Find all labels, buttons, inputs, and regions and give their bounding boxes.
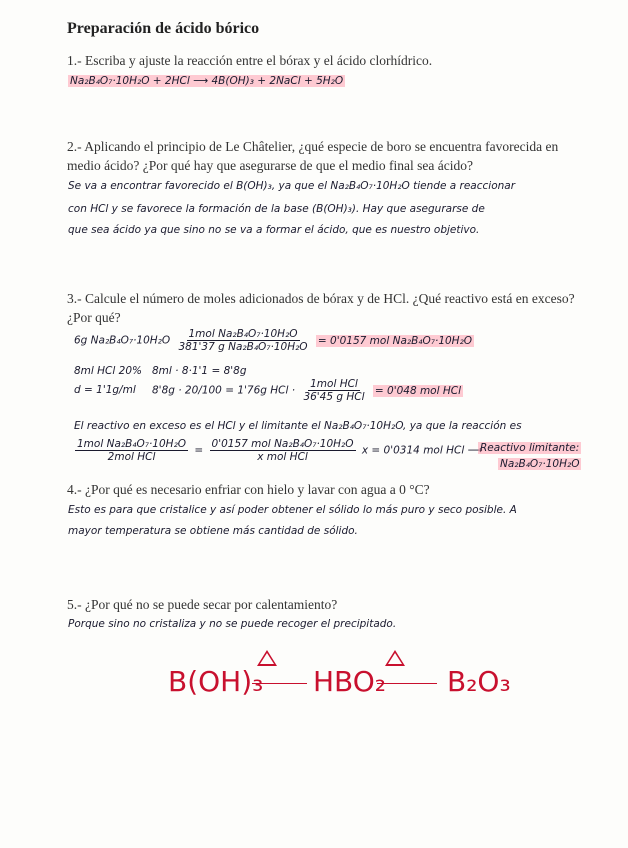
answer-2-line-3: que sea ácido ya que sino no se va a formar el ácido, que es nuestro objetivo. (68, 224, 480, 236)
ratio-calc: $\frac{\text{1mol Na₂B₄O₇·10H₂O}}{\text{2mol HCl}}$ = $\frac{\text{0'0157 mol Na₂B₄O₇·10H₂O}}{\text{x mol HCl}}$ x = 0'0314 mol HCl ⟶ (77, 438, 483, 463)
hcl-moles-result: = 0'048 mol HCl (374, 384, 462, 397)
reaction-arrow-2 (377, 683, 437, 684)
hcl-fraction-numerator: 1mol HCl (310, 378, 358, 390)
question-2-line-1: 2.- Aplicando el principio de Le Châtelier, ¿qué especie de boro se encuentra favorecida en (67, 139, 559, 154)
scheme-species-boron-oxide: B₂O₃ (447, 665, 511, 698)
limiting-species: Na₂B₄O₇·10H₂O (500, 458, 580, 470)
excess-reactant-statement: El reactivo en exceso es el HCl y el limitante el Na₂B₄O₇·10H₂O, ya que la reacción es (74, 420, 522, 432)
scheme-species-boric-acid: B(OH)₃ (168, 665, 264, 698)
borax-molar-fraction (176, 328, 309, 353)
question-3-line-1: 3.- Calcule el número de moles adicionados de bórax y de HCl. ¿Qué reactivo está en exceso? (67, 291, 575, 306)
question-1: 1.- Escriba y ajuste la reacción entre el bórax y el ácido clorhídrico. (67, 53, 433, 68)
borax-mass: 6g Na₂B₄O₇·10H₂O (74, 334, 171, 347)
answer-1-equation: Na₂B₄O₇·10H₂O + 2HCl ⟶ 4B(OH)₃ + 2NaCl + 5H₂O (70, 75, 344, 87)
ratio-right-fraction (210, 438, 356, 463)
answer-4-line-2: mayor temperatura se obtiene más cantidad de sólido. (68, 525, 358, 537)
answer-2-line-2: con HCl y se favorece la formación de la base (B(OH)₃). Hay que asegurarse de (68, 203, 485, 215)
answer-5: Porque sino no cristaliza y no se puede recoger el precipitado. (68, 618, 397, 630)
borax-fraction-numerator: 1mol Na₂B₄O₇·10H₂O (188, 328, 298, 340)
heat-delta-2 (385, 650, 405, 666)
hcl-calc-2: 8'8g · 20/100 = 1'76g HCl · (152, 384, 296, 397)
answer-2-line-1: Se va a encontrar favorecido el B(OH)₃, ya que el Na₂B₄O₇·10H₂O tiende a reaccionar (68, 180, 516, 192)
question-2-line-2: medio ácido? ¿Por qué hay que asegurarse de que el medio final sea ácido? (67, 158, 473, 173)
ratio-left-numerator: 1mol Na₂B₄O₇·10H₂O (77, 438, 187, 450)
scheme-species-metaboric-acid: HBO₂ (313, 665, 387, 698)
answer-1 (68, 75, 345, 87)
ratio-right-numerator: 0'0157 mol Na₂B₄O₇·10H₂O (211, 438, 354, 450)
hcl-calc-1: 8ml · 8·1'1 = 8'8g (152, 365, 247, 377)
limiting-species-wrap (498, 458, 581, 470)
hcl-data-1: 8ml HCl 20% (74, 365, 142, 377)
page-title: Preparación de ácido bórico (67, 20, 260, 37)
borax-fraction-denominator: 381'37 g Na₂B₄O₇·10H₂O (178, 341, 308, 353)
hcl-moles-calc (152, 378, 463, 403)
reaction-arrow-1 (252, 683, 307, 684)
ratio-result: x = 0'0314 mol HCl ⟶ (361, 444, 483, 457)
hcl-molar-fraction (301, 378, 366, 403)
hcl-fraction-denominator: 36'45 g HCl (303, 391, 365, 403)
borax-moles-calc (74, 328, 474, 353)
ratio-left-fraction (75, 438, 188, 463)
question-4: 4.- ¿Por qué es necesario enfriar con hielo y lavar con agua a 0 °C? (67, 482, 430, 497)
limiting-label: Reactivo limitante: (480, 442, 580, 454)
hcl-data-2: d = 1'1g/ml (74, 384, 136, 396)
limiting-reagent (478, 442, 581, 454)
answer-4-line-1: Esto es para que cristalice y así poder obtener el sólido lo más puro y seco posible. A (68, 504, 517, 516)
ratio-left-denominator: 2mol HCl (107, 451, 156, 463)
question-3-line-2: ¿Por qué? (67, 310, 121, 325)
heat-delta-1 (257, 650, 277, 666)
question-5: 5.- ¿Por qué no se puede secar por calentamiento? (67, 597, 338, 612)
borax-moles-result: = 0'0157 mol Na₂B₄O₇·10H₂O (317, 334, 473, 347)
ratio-right-denominator: x mol HCl (257, 451, 308, 463)
